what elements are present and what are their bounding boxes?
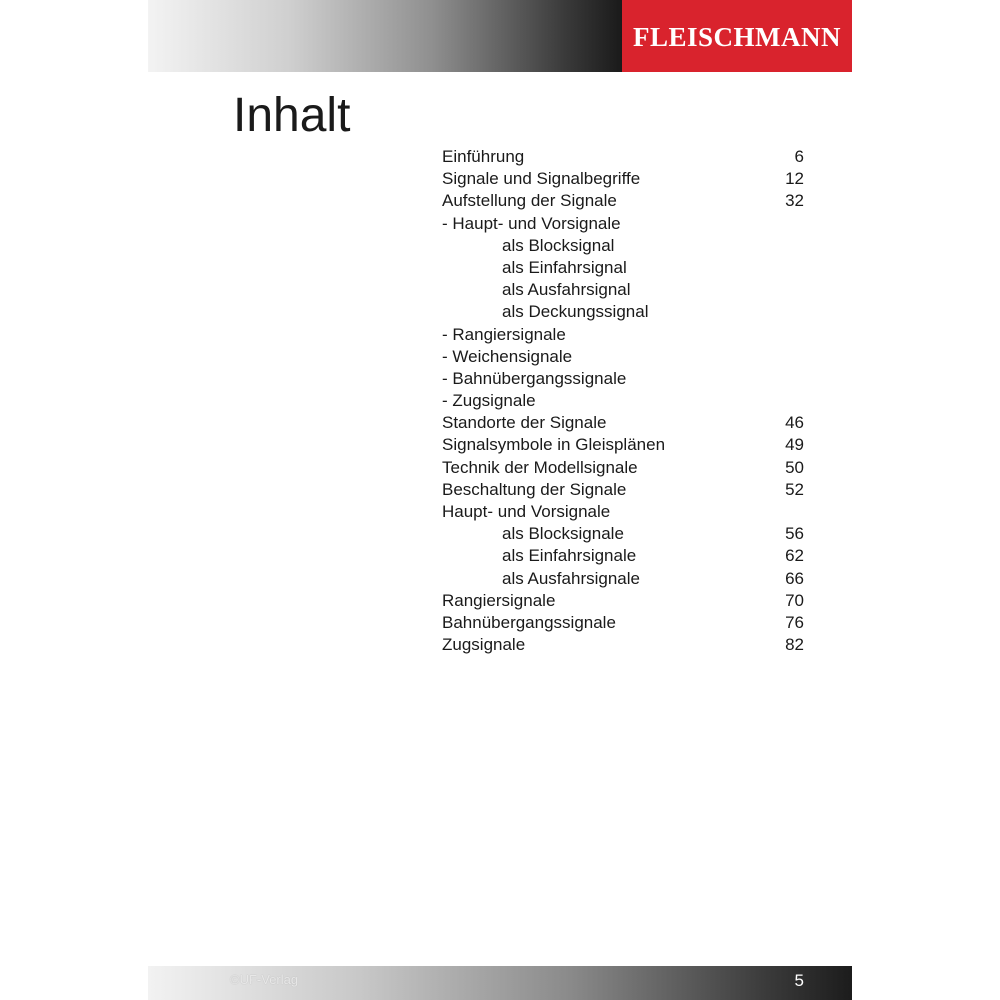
toc-entry-page: 76: [785, 612, 804, 632]
toc-entry: [442, 368, 804, 390]
toc-entry-label: Zugsignale: [442, 635, 526, 655]
toc-entry-label: Bahnübergangssignale: [442, 612, 616, 632]
page-title: Inhalt: [233, 89, 351, 142]
publisher-label: ©UF-Verlag: [230, 972, 299, 987]
toc-entry-label: Signalsymbole in Gleisplänen: [442, 435, 666, 455]
toc-entry-label: als Einfahrsignal: [502, 257, 627, 277]
toc-entry-label: - Haupt- und Vorsignale: [442, 213, 621, 233]
toc-entry-label: Standorte der Signale: [442, 413, 607, 433]
toc-entry-label: als Ausfahrsignal: [502, 280, 631, 300]
toc-entry-label: - Bahnübergangssignale: [442, 368, 627, 388]
toc-entry-page: 32: [785, 191, 804, 211]
toc-entry-label: als Ausfahrsignale: [502, 568, 640, 588]
toc-entry-label: Haupt- und Vorsignale: [442, 502, 611, 521]
toc-entry-label: - Rangiersignale: [442, 324, 566, 344]
toc-entry-page: 49: [785, 435, 804, 455]
toc-entry: [442, 568, 804, 590]
toc-entry-page: 50: [785, 457, 804, 477]
brand-logo-text: FLEISCHMANN: [632, 22, 841, 52]
toc-entry: [442, 213, 804, 235]
toc-entry-label: als Deckungssignal: [502, 302, 649, 322]
toc-entry: [442, 501, 804, 523]
brand-logo: [622, 0, 852, 72]
toc-entry-page: 62: [785, 546, 804, 566]
toc-entry-label: Beschaltung der Signale: [442, 479, 627, 499]
toc-entry-page: 52: [785, 479, 804, 499]
toc-entry-label: Aufstellung der Signale: [442, 191, 617, 211]
toc-entry: [442, 324, 804, 346]
footer-bar: [148, 966, 852, 1000]
toc-entry-label: Signale und Signalbegriffe: [442, 169, 641, 189]
toc-entry: [442, 634, 804, 656]
toc-entry-page: 6: [794, 147, 804, 166]
toc-entry: [442, 479, 804, 501]
toc-entry: [442, 279, 804, 301]
toc-entry: [442, 301, 804, 323]
toc-entry: [442, 257, 804, 279]
header-gradient-bar: [148, 0, 622, 72]
toc-entry: [442, 612, 804, 634]
toc-entry-label: als Einfahrsignale: [502, 546, 637, 566]
toc-entry-page: 12: [785, 169, 804, 189]
page-number: 5: [794, 971, 804, 990]
toc-entry: [442, 346, 804, 368]
toc-entry-label: als Blocksignale: [502, 524, 624, 544]
toc-entry: [442, 412, 804, 434]
toc-entry-label: - Weichensignale: [442, 346, 573, 366]
toc-entry-label: - Zugsignale: [442, 391, 536, 411]
toc-entry-label: Technik der Modellsignale: [442, 457, 638, 477]
toc-entry-page: 70: [785, 590, 804, 610]
toc-entry: [442, 168, 804, 190]
toc-entry-page: 82: [785, 635, 804, 655]
toc-entry-page: 66: [785, 568, 804, 588]
toc-entry: [442, 390, 804, 412]
toc-entry-page: 56: [785, 524, 804, 544]
toc-entry: [442, 434, 804, 456]
toc-entry-label: als Blocksignal: [502, 235, 615, 255]
toc-entry-label: Rangiersignale: [442, 590, 556, 610]
toc-entry: [442, 523, 804, 545]
toc-entry-label: Einführung: [442, 147, 525, 166]
toc-entry: [442, 590, 804, 612]
toc-entry: [442, 190, 804, 212]
toc-entry: [442, 235, 804, 257]
toc-entry: [442, 545, 804, 567]
table-of-contents: [442, 146, 804, 656]
toc-entry: [442, 146, 804, 168]
toc-entry: [442, 457, 804, 479]
toc-entry-page: 46: [785, 413, 804, 433]
